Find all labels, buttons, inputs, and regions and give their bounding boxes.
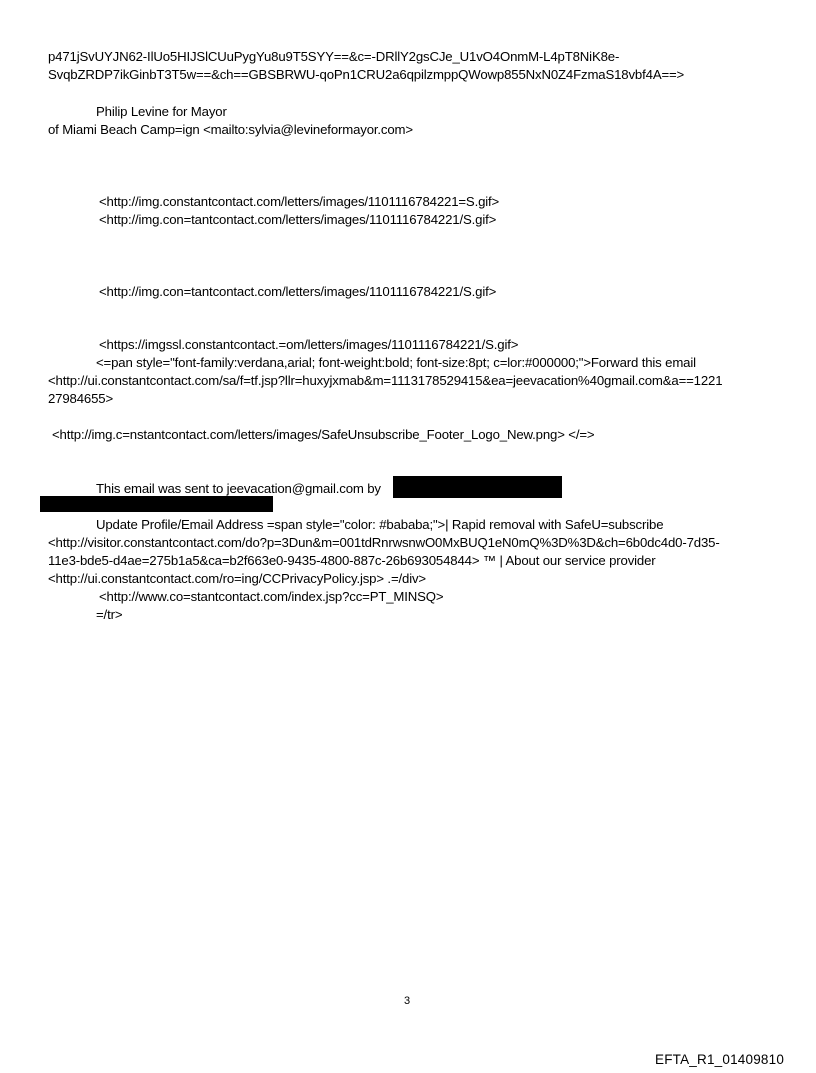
text-line: <http://visitor.constantcontact.com/do?p=3Dun&m=001tdRnrwsnwO0MxBUQ1eN0mQ%3D%3D&ch=6b0dc4d0-7d35-: [48, 535, 720, 550]
text-line: <http://ui.constantcontact.com/ro=ing/CCPrivacyPolicy.jsp> .=/div>: [48, 571, 426, 586]
text-line: 27984655>: [48, 391, 114, 406]
page-number: 3: [404, 995, 411, 1007]
sender-address: of Miami Beach Camp=ign <mailto:sylvia@levineformayor.com>: [48, 122, 413, 137]
text-line: <http://ui.constantcontact.com/sa/f=tf.jsp?llr=huxyjxmab&m=1113178529415&ea=jeevacation%40gmail.com&a==1221: [48, 373, 723, 388]
redaction-box: [393, 476, 562, 498]
text-line: <https://imgssl.constantcontact.=om/letters/images/1101116784221/S.gif>: [99, 337, 519, 352]
text-line: 11e3-bde5-d4ae=275b1a5&ca=b2f663e0-9435-4800-887c-26b693054844> ™ | About our service provider: [48, 553, 656, 568]
text-line: p471jSvUYJN62-IlUo5HIJSlCUuPygYu8u9T5SYY==&c=-DRllY2gsCJe_U1vO4OnmM-L4pT8NiK8e-: [48, 49, 620, 64]
text-line: SvqbZRDP7ikGinbT3T5w==&ch==GBSBRWU-qoPn1CRU2a6qpilzmppQWowp855NxN0Z4FzmaS18vbf4A==>: [48, 67, 685, 82]
sent-to-line: This email was sent to jeevacation@gmail.com by: [96, 481, 381, 496]
text-line: <http://img.con=tantcontact.com/letters/images/1101116784221/S.gif>: [99, 212, 497, 227]
text-line: <http://img.constantcontact.com/letters/images/1101116784221=S.gif>: [99, 194, 500, 209]
text-line: <=pan style="font-family:verdana,arial; font-weight:bold; font-size:8pt; c=lor:#000000;">Forward this email: [96, 355, 696, 370]
text-line: =/tr>: [96, 607, 123, 622]
text-line: <http://www.co=stantcontact.com/index.jsp?cc=PT_MINSQ>: [99, 589, 444, 604]
bates-number: EFTA_R1_01409810: [655, 1052, 785, 1067]
text-line: Update Profile/Email Address =span style="color: #bababa;">| Rapid removal with SafeU=subscribe: [96, 517, 664, 532]
text-line: <http://img.c=nstantcontact.com/letters/images/SafeUnsubscribe_Footer_Logo_New.png> </=>: [52, 427, 595, 442]
text-line: <http://img.con=tantcontact.com/letters/images/1101116784221/S.gif>: [99, 284, 497, 299]
redaction-box: [40, 496, 273, 512]
sender-name: Philip Levine for Mayor: [96, 104, 227, 119]
